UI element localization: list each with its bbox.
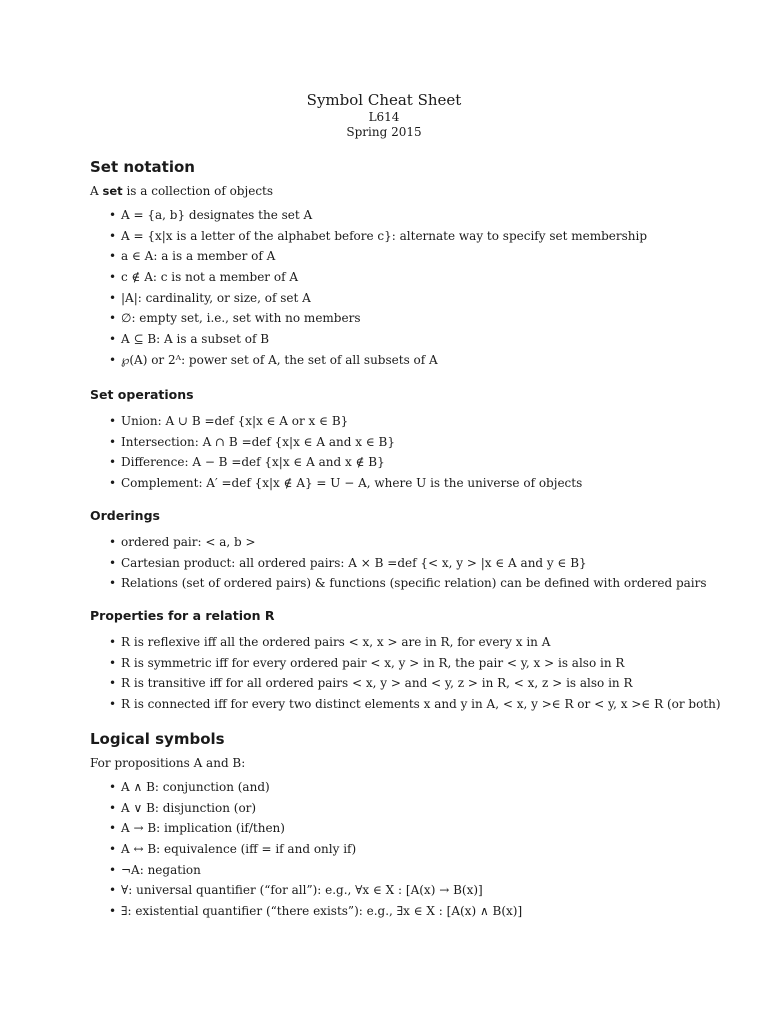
orderings-heading: Orderings: [90, 508, 160, 523]
list-item: • ∃: existential quantifier (“there exists”): e.g., ∃x ∈ X : [A(x) ∧ B(x)]: [90, 904, 730, 925]
list-item: • ordered pair: < a, b >: [90, 535, 730, 556]
course-code: L614: [368, 110, 400, 124]
logical-symbols-list: [90, 780, 730, 925]
logical-symbols-heading: Logical symbols: [90, 730, 225, 748]
list-item: • c ∉ A: c is not a member of A: [90, 270, 730, 291]
list-item: • ¬A: negation: [90, 863, 730, 884]
orderings-list: [90, 535, 730, 597]
intro-text: A: [90, 184, 103, 198]
section-set-notation: [90, 158, 730, 374]
list-item: • Relations (set of ordered pairs) & functions (specific relation) can be defined with ordered pairs: [90, 576, 730, 597]
list-item: • R is connected iff for every two distinct elements x and y in A, < x, y >∈ R or < y, x >∈ R (or both): [90, 697, 730, 718]
properties-list: [90, 635, 730, 718]
list-item: • R is transitive iff for all ordered pairs < x, y > and < y, z > in R, < x, z > is also in R: [90, 676, 730, 697]
logical-symbols-intro: For propositions A and B:: [90, 756, 246, 770]
document-title: Symbol Cheat Sheet: [306, 91, 462, 109]
list-item: • Cartesian product: all ordered pairs: A × B =def {< x, y > |x ∈ A and y ∈ B}: [90, 556, 730, 577]
set-notation-list: [90, 208, 730, 374]
list-item: • A ⊆ B: A is a subset of B: [90, 332, 730, 353]
list-item: • A = {x|x is a letter of the alphabet before c}: alternate way to specify set membership: [90, 229, 730, 250]
set-notation-heading: Set notation: [90, 158, 195, 176]
list-item: • A = {a, b} designates the set A: [90, 208, 730, 229]
list-item: • A ∨ B: disjunction (or): [90, 801, 730, 822]
list-item: • Difference: A − B =def {x|x ∈ A and x ∉ B}: [90, 455, 730, 476]
term: Spring 2015: [346, 125, 422, 139]
document-header: [0, 90, 768, 140]
list-item: • Intersection: A ∩ B =def {x|x ∈ A and x ∈ B}: [90, 435, 730, 456]
set-notation-intro: [90, 184, 730, 199]
list-item: • Union: A ∪ B =def {x|x ∈ A or x ∈ B}: [90, 414, 730, 435]
properties-heading: Properties for a relation R: [90, 608, 275, 623]
section-set-operations: [90, 387, 730, 497]
list-item: • a ∈ A: a is a member of A: [90, 249, 730, 270]
list-item: • ℘(A) or 2ᴬ: power set of A, the set of all subsets of A: [90, 353, 730, 374]
list-item: • ∅: empty set, i.e., set with no members: [90, 311, 730, 332]
section-relation-properties: [90, 608, 730, 718]
set-operations-heading: Set operations: [90, 387, 194, 402]
list-item: • A → B: implication (if/then): [90, 821, 730, 842]
list-item: • R is reflexive iff all the ordered pairs < x, x > are in R, for every x in A: [90, 635, 730, 656]
set-operations-list: [90, 414, 730, 497]
list-item: • A ↔ B: equivalence (iff = if and only if): [90, 842, 730, 863]
section-orderings: [90, 508, 730, 597]
intro-text: is a collection of objects: [122, 184, 274, 198]
list-item: • ∀: universal quantifier (“for all”): e.g., ∀x ∈ X : [A(x) → B(x)]: [90, 883, 730, 904]
list-item: • Complement: A′ =def {x|x ∉ A} = U − A, where U is the universe of objects: [90, 476, 730, 497]
list-item: • R is symmetric iff for every ordered pair < x, y > in R, the pair < y, x > is also in R: [90, 656, 730, 677]
intro-term: set: [102, 184, 123, 198]
list-item: • |A|: cardinality, or size, of set A: [90, 291, 730, 312]
list-item: • A ∧ B: conjunction (and): [90, 780, 730, 801]
section-logical-symbols: [90, 730, 730, 925]
